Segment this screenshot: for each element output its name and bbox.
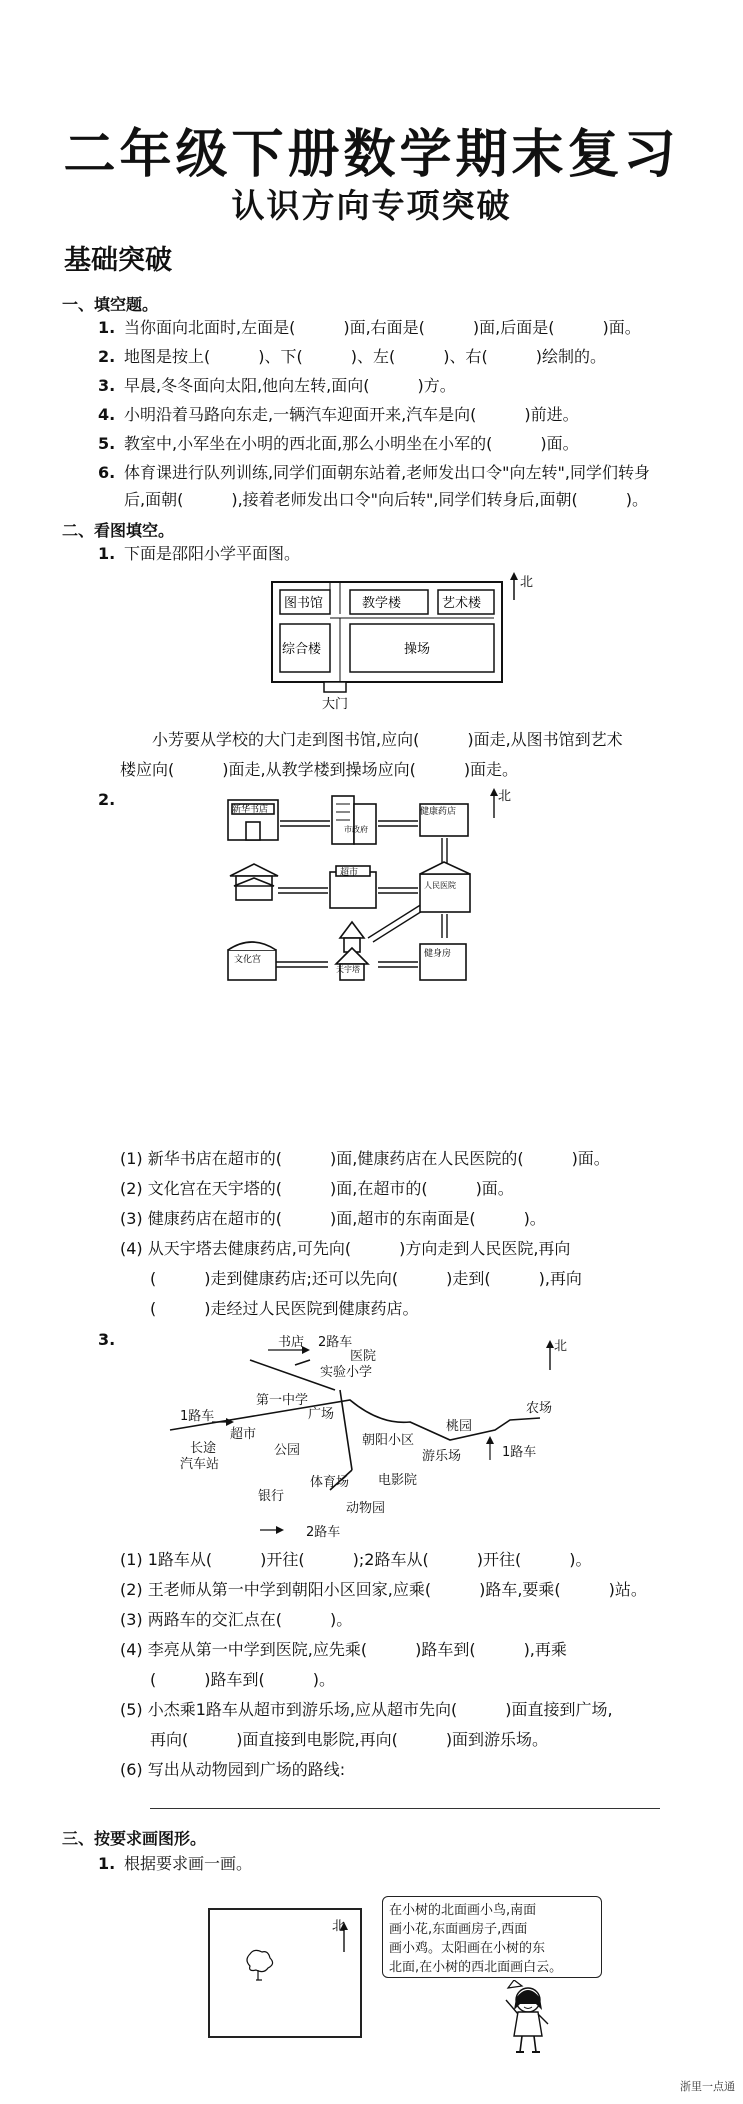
map3-chaoyang: 朝阳小区 — [362, 1433, 415, 1448]
map3-square: 广场 — [308, 1407, 335, 1422]
map3-gymnasium: 体育场 — [310, 1475, 350, 1490]
culture-label: 文化宫 — [234, 955, 262, 965]
p2q3-item-5: (5) 小杰乘1路车从超市到游乐场,应从超市先向( )面直接到广场, — [120, 1700, 613, 1719]
p2q3-item-4-line2: ( )路车到( )。 — [150, 1670, 335, 1689]
p2q2-item-2: (2) 文化宫在天宇塔的( )面,在超市的( )面。 — [120, 1179, 514, 1198]
map3-bus2-bottom: 2路车 — [306, 1525, 341, 1540]
map1-complex-label: 综合楼 — [282, 642, 322, 657]
map3-bank: 银行 — [258, 1489, 285, 1504]
part3-heading: 三、按要求画图形。 — [62, 1829, 207, 1848]
drawing-area — [208, 1908, 362, 2038]
tree-icon — [247, 1950, 273, 1980]
bubble-line-2: 画小花,东面画房子,西面 — [389, 1922, 528, 1937]
p2q3-item-5-line2: 再向( )面直接到电影院,再向( )面到游乐场。 — [150, 1730, 549, 1749]
question-3: 3. 早晨,冬冬面向太阳,他向左转,面向( )方。 — [98, 376, 456, 395]
pharmacy-label: 健康药店 — [420, 807, 457, 817]
map1-library-label: 图书馆 — [284, 596, 324, 611]
map3-bus2-top: 2路车 — [318, 1335, 353, 1350]
gov-label: 市政府 — [344, 825, 368, 834]
hospital-label: 人民医院 — [424, 881, 456, 890]
p2q1-line2: 楼应向( )面走,从教学楼到操场应向( )面走。 — [120, 760, 519, 779]
tower-icon — [340, 922, 364, 938]
instruction-bubble — [382, 1896, 602, 1978]
p2q2-item-1: (1) 新华书店在超市的( )面,健康药店在人民医院的( )面。 — [120, 1149, 610, 1168]
p2q3-item-6: (6) 写出从动物园到广场的路线: — [120, 1760, 346, 1779]
map3-station-1: 长途 — [190, 1441, 217, 1456]
pavilion-icon — [230, 864, 278, 876]
map3-park: 公园 — [274, 1443, 301, 1458]
drawing-north-label: 北 — [332, 1919, 346, 1934]
bubble-line-4: 北面,在小树的西北面画白云。 — [389, 1960, 563, 1975]
p2q2-item-4-line2: ( )走到健康药店;还可以先向( )走到( ),再向 — [150, 1269, 582, 1288]
section-title: 基础突破 — [64, 245, 172, 276]
question-4: 4. 小明沿着马路向东走,一辆汽车迎面开来,汽车是向( )前进。 — [98, 405, 579, 424]
map3-farm: 农场 — [526, 1401, 553, 1416]
p2q3-item-1: (1) 1路车从( )开往( );2路车从( )开往( )。 — [120, 1550, 592, 1569]
tower-label: 天宇塔 — [336, 965, 360, 974]
map1-north-label: 北 — [520, 575, 534, 590]
p2-question-1: 1. 下面是邵阳小学平面图。 — [98, 544, 301, 563]
map1-gate-label: 大门 — [322, 697, 349, 712]
town-map — [218, 786, 518, 986]
p3-question-1: 1. 根据要求画一画。 — [98, 1854, 253, 1873]
map3-bus1-left: 1路车 — [180, 1409, 215, 1424]
girl-illustration — [500, 1980, 556, 2060]
question-5: 5. 教室中,小军坐在小明的西北面,那么小明坐在小军的( )面。 — [98, 434, 579, 453]
page-title: 二年级下册数学期末复习 — [63, 124, 680, 185]
bubble-line-3: 画小鸡。太阳画在小树的东 — [389, 1941, 546, 1956]
page-subtitle: 认识方向专项突破 — [231, 186, 512, 225]
map3-bookstore: 书店 — [278, 1335, 305, 1350]
map3-peach: 桃园 — [446, 1419, 473, 1434]
map3-middle-school: 第一中学 — [256, 1393, 309, 1408]
question-2: 2. 地图是按上( )、下( )、左( )、右( )绘制的。 — [98, 347, 606, 366]
p2q3-item-3: (3) 两路车的交汇点在( )。 — [120, 1610, 353, 1629]
p2q3-item-2: (2) 王老师从第一中学到朝阳小区回家,应乘( )路车,要乘( )站。 — [120, 1580, 647, 1599]
p2-question-3: 3. — [98, 1330, 116, 1349]
bubble-line-1: 在小树的北面画小鸟,南面 — [389, 1903, 537, 1918]
answer-line — [150, 1808, 660, 1809]
school-plan-map — [268, 572, 540, 712]
map2-north-label: 北 — [498, 789, 512, 804]
map1-playground-label: 操场 — [404, 642, 431, 657]
p2q2-item-4: (4) 从天宇塔去健康药店,可先向( )方向走到人民医院,再向 — [120, 1239, 571, 1258]
map1-art-label: 艺术楼 — [442, 596, 482, 611]
bookstore-label: 新华书店 — [232, 805, 269, 815]
part1-heading: 一、填空题。 — [62, 295, 159, 314]
map1-teaching-label: 教学楼 — [362, 596, 402, 611]
map3-cinema: 电影院 — [378, 1473, 418, 1488]
p2q2-item-3: (3) 健康药店在超市的( )面,超市的东南面是( )。 — [120, 1209, 546, 1228]
hospital-icon — [420, 874, 470, 912]
question-1: 1. 当你面向北面时,左面是( )面,右面是( )面,后面是( )面。 — [98, 318, 641, 337]
map3-north: 北 — [554, 1339, 568, 1354]
map3-amuse: 游乐场 — [422, 1449, 462, 1464]
p2q1-line1: 小芳要从学校的大门走到图书馆,应向( )面走,从图书馆到艺术 — [152, 730, 623, 749]
map3-bus1-right: 1路车 — [502, 1445, 537, 1460]
p2q2-item-4-line3: ( )走经过人民医院到健康药店。 — [150, 1299, 419, 1318]
footer-watermark: 浙里一点通 — [680, 2080, 735, 2093]
map3-school: 实验小学 — [320, 1365, 373, 1380]
p2q3-item-4: (4) 李亮从第一中学到医院,应先乘( )路车到( ),再乘 — [120, 1640, 567, 1659]
supermarket-label: 超市 — [340, 868, 359, 878]
part2-heading: 二、看图填空。 — [62, 521, 175, 540]
map3-market: 超市 — [230, 1427, 257, 1442]
question-6-line2: 后,面朝( ),接着老师发出口令"向后转",同学们转身后,面朝( )。 — [124, 490, 649, 509]
bus-route-map — [150, 1330, 590, 1540]
gym-label: 健身房 — [424, 949, 452, 959]
map3-hospital: 医院 — [350, 1349, 377, 1364]
gate-mark — [324, 682, 346, 692]
question-6: 6. 体育课进行队列训练,同学们面朝东站着,老师发出口令"向左转",同学们转身 — [98, 463, 650, 482]
map3-station-2: 汽车站 — [180, 1457, 220, 1472]
drawing-svg — [210, 1910, 360, 2036]
p2-question-2: 2. — [98, 790, 116, 809]
map3-zoo: 动物园 — [346, 1501, 386, 1516]
